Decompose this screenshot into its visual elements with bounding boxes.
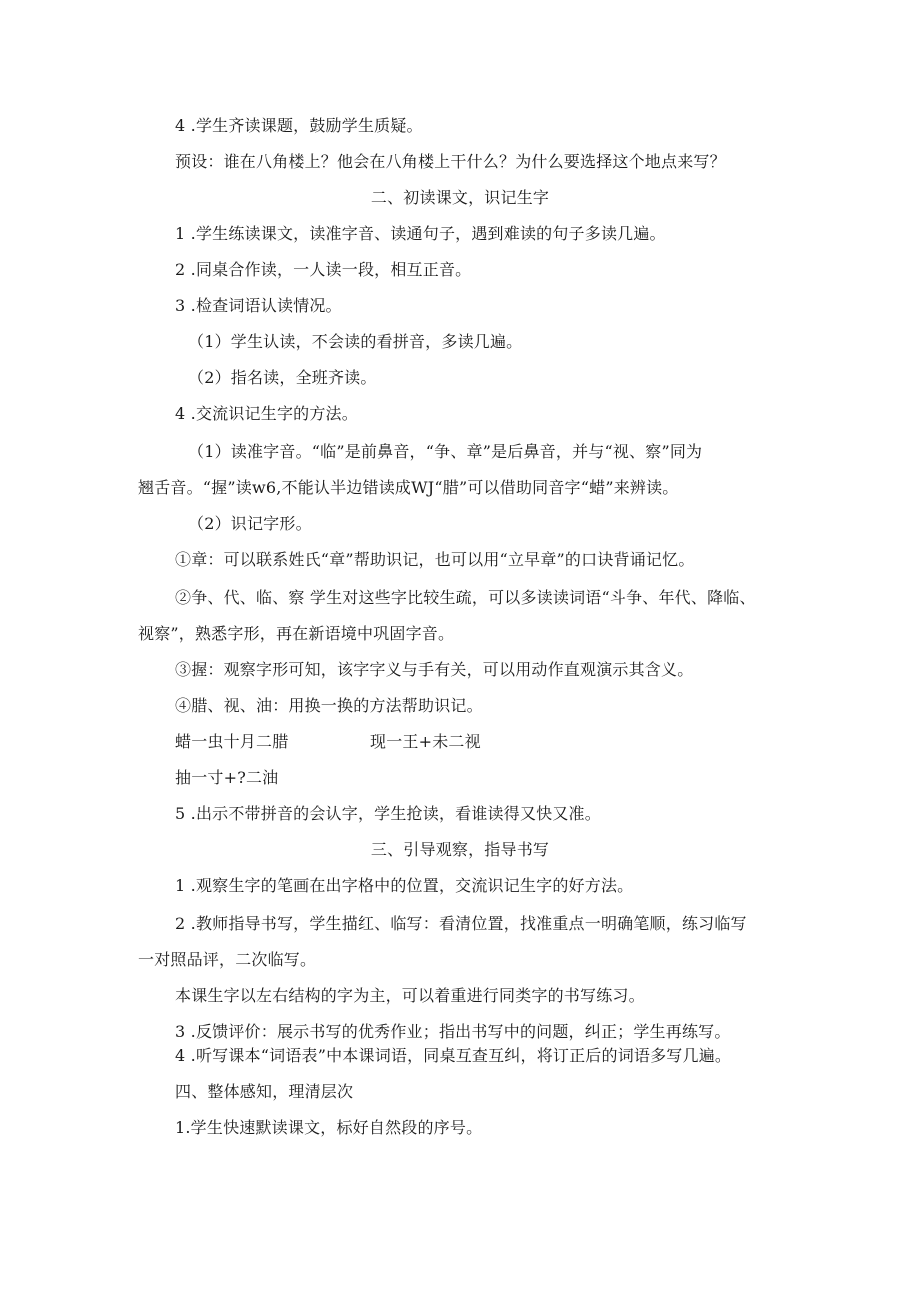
example-you: 抽一寸+?二油 [175,768,279,787]
paragraph-teacher-guide-line1: 2 .教师指导书写，学生描红、临写：看清位置，找准重点一明确笔顺，练习临写 [175,914,747,933]
paragraph-sub1-student-read: （1）学生认读，不会读的看拼音，多读几遍。 [188,332,523,351]
paragraph-check-words: 3 .检查词语认读情况。 [175,296,342,315]
example-la: 蜡一虫十月二腊 [175,732,289,751]
paragraph-pronunciation-line1: （1）读准字音。“临”是前鼻音，“争、章”是后鼻音，并与“视、察”同为 [188,442,703,461]
paragraph-zheng-line1: ②争、代、临、察 学生对这些字比较生疏，可以多读读词语“斗争、年代、降临、 [175,588,756,607]
paragraph-dictation: 4 .听写课本“词语表”中本课词语，同桌互查互纠，将订正后的词语多写几遍。 [175,1046,732,1065]
paragraph-observe-strokes: 1 .观察生字的笔画在出字格中的位置，交流识记生字的好方法。 [175,876,634,895]
paragraph-la-shi-you: ④腊、视、油：用换一换的方法帮助识记。 [175,696,483,715]
section-heading-4: 四、整体感知，理清层次 [175,1082,354,1101]
paragraph-preset-questions: 预设：谁在八角楼上？他会在八角楼上干什么？为什么要选择这个地点来写？ [175,152,726,171]
paragraph-sub2-class-read: （2）指名读，全班齐读。 [188,368,377,387]
paragraph-zhang: ①章：可以联系姓氏“章”帮助识记，也可以用“立早章”的口诀背诵记忆。 [175,550,695,569]
paragraph-character-form: （2）识记字形。 [188,514,312,533]
paragraph-silent-read: 1.学生快速默读课文，标好自然段的序号。 [175,1118,483,1137]
paragraph-step4-read-title: 4 .学生齐读课题，鼓励学生质疑。 [175,116,423,135]
paragraph-zheng-line2: 视察”，熟悉字形，再在新语境中巩固字音。 [138,624,455,643]
example-shi: 现一王+未二视 [370,732,481,751]
section-heading-2: 二、初读课文，识记生字 [370,188,550,207]
paragraph-quick-read: 5 .出示不带拼音的会认字，学生抢读，看谁读得又快又准。 [175,804,601,823]
paragraph-pronunciation-line2: 翘舌音。“握”读w6,不能认半边错读成WJ“腊”可以借助同音字“蜡”来辨读。 [138,478,679,497]
paragraph-practice-reading: 1 .学生练读课文，读准字音、读通句子，遇到难读的句子多读几遍。 [175,224,666,243]
section-heading-3: 三、引导观察，指导书写 [370,840,550,859]
paragraph-exchange-methods: 4 .交流识记生字的方法。 [175,404,358,423]
paragraph-partner-reading: 2 .同桌合作读，一人读一段，相互正音。 [175,260,472,279]
paragraph-wo: ③握：观察字形可知，该字字义与手有关，可以用动作直观演示其含义。 [175,660,694,679]
paragraph-teacher-guide-line2: 一对照品评，二次临写。 [138,950,317,969]
paragraph-feedback: 3 .反馈评价：展示书写的优秀作业；指出书写中的问题，纠正；学生再练写。 [175,1022,731,1041]
paragraph-structure-note: 本课生字以左右结构的字为主，可以着重进行同类字的书写练习。 [175,986,645,1005]
